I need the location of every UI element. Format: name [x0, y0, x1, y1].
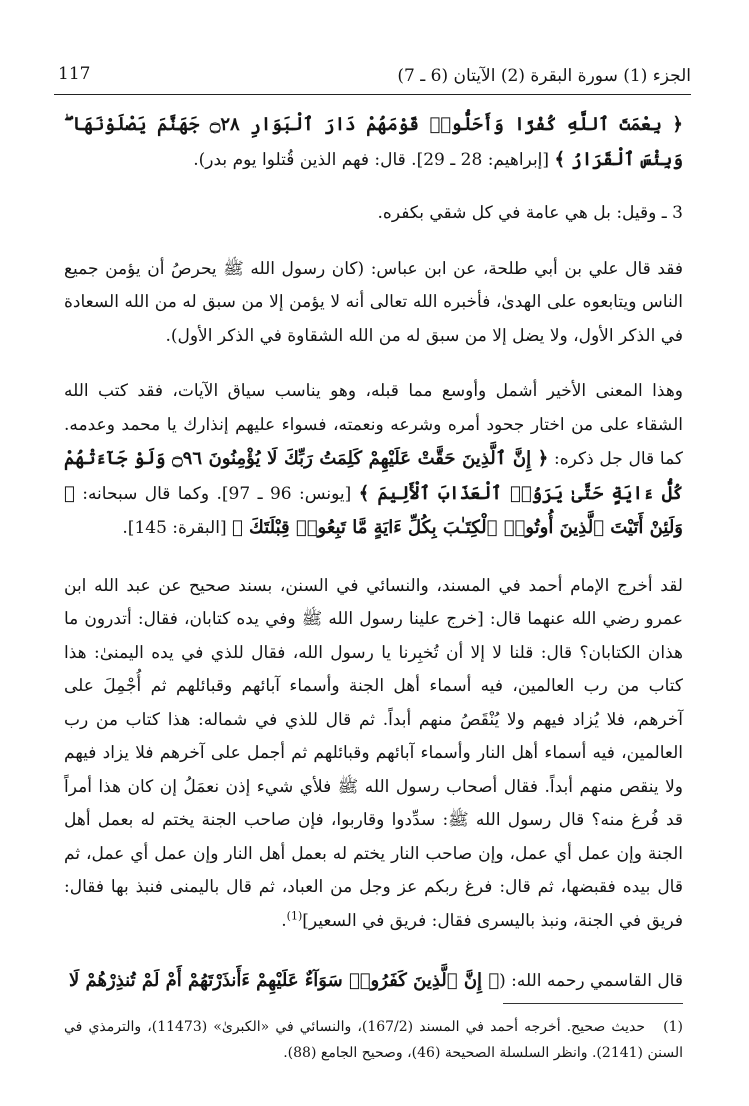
- footnote-text: حديث صحيح. أخرجه أحمد في المسند (167/2)، والنسائي في «الكبرىٰ» (11473)، والترمذي في السنن (2141). وانظر السلسلة الصحيحة (46)، وصحيح الجامع (88).: [64, 1019, 683, 1061]
- paragraph-2: [64, 197, 683, 231]
- paragraph-4: [64, 375, 683, 546]
- footnote-marker: (1): [286, 908, 303, 922]
- footnote: [64, 1014, 683, 1066]
- quran-verse: ﴿ إِنَّ ٱلَّذِينَ كَفَرُوا۟ سَوَآءٌ عَلَيْهِمْ ءَأَنذَرْتَهُمْ أَمْ لَمْ تُنذِرْهُمْ لَا: [69, 970, 500, 991]
- body-text: وهذا المعنى الأخير أشمل وأوسع مما قبله، وهو يناسب سياق الآيات، فقد كتب الله الشقاء على من اختار جحود أمره وشرعه ونعمته، فسواء عليهم إنذارك يا محمد وعدمه. كما قال جل ذكره:: [64, 381, 683, 469]
- paragraph-1: [64, 108, 683, 177]
- header-title: الجزء (1) سورة البقرة (2) الآيتان (6 ـ 7): [397, 66, 691, 86]
- body-text: 3 ـ وقيل: بل هي عامة في كل شقي بكفره.: [377, 203, 683, 223]
- paragraph-3: [64, 253, 683, 354]
- page-number: 117: [58, 64, 91, 84]
- quran-verse: ﴿ إِنَّ ٱلَّذِينَ حَقَّتْ عَلَيْهِمْ كَلِمَتُ رَبِّكَ لَا يُؤْمِنُونَ ۝٩٦ وَلَوْ جَآءَتْهُمْ كُلُّ ءَايَةٍ حَتَّىٰ يَرَوُا۟ ٱلْعَذَابَ ٱلْأَلِيمَ ﴾: [64, 448, 684, 504]
- body-text: فقد قال علي بن أبي طلحة، عن ابن عباس: (كان رسول الله ﷺ يحرصُ أن يؤمن جميع الناس ويتابعوه على الهدىٰ، فأخبره الله تعالى أنه لا يؤمن إلا من سبق له من الله السعادة في الذكر الأول، ولا يضل إلا من سبق له من الله الشقاوة في الذكر الأول).: [64, 258, 683, 346]
- paragraph-5: [64, 570, 683, 939]
- quran-verse: ﴿ بِعْمَتَ ٱللَّهِ كُفْرًا وَأَحَلُّوا۟ قَوْمَهُمْ دَارَ ٱلْبَوَارِ ۝٢٨ جَهَنَّمَ يَصْلَوْنَهَا ۖ وَبِئْسَ ٱلْقَرَارُ ﴾: [64, 114, 683, 170]
- footnote-number: (1): [663, 1019, 683, 1035]
- body-text: [البقرة: 145].: [122, 518, 232, 538]
- quran-verse: ﴿ وَلَئِنْ أَتَيْتَ ٱلَّذِينَ أُوتُوا۟ ٱلْكِتَـٰبَ بِكُلِّ ءَايَةٍ مَّا تَبِعُوا۟ قِبْلَتَكَ ﴾: [64, 482, 683, 538]
- page-body: [64, 108, 683, 999]
- footnote-divider: [503, 1003, 683, 1004]
- body-text: [يونس: 96 ـ 97]. وكما قال سبحانه:: [74, 483, 359, 504]
- body-text: [إبراهيم: 28 ـ 29]. قال: فهم الذين قُتلوا يوم بدر).: [193, 149, 555, 170]
- body-text: قال القاسمي رحمه الله: (: [499, 971, 683, 991]
- body-text: .: [281, 910, 287, 931]
- running-header: [54, 62, 691, 95]
- body-text: لقد أخرج الإمام أحمد في المسند، والنسائي في السنن، بسند صحيح عن عبد الله ابن عمرو رضي الله عنهما قال: [خرج علينا رسول الله ﷺ وفي يده كتابان، فقال: أتدرون ما هذان الكتابان؟ قال: قلنا لا إلا أن تُخبِرنا يا رسول الله، فقال للذي في يده اليمنىٰ: هذا كتاب من رب العالمين، فيه أسماء أهل الجنة وأسماء آبائهم وقبائلهم ثم أُجْمِلَ على آخرهم، فلا يُزاد فيهم ولا يُنْقَصُ منهم أبداً. ثم قال للذي في شماله: هذا كتاب من رب العالمين، فيه أسماء أهل النار وأسماء آبائهم وقبائلهم ثم أجمل على آخرهم فلا يزاد فيهم ولا ينقص منهم أبداً. فقال أصحاب رسول الله ﷺ فلأي شيء إذن نعمَلُ إن كان هذا أمراً قد فُرغ منه؟ قال رسول الله ﷺ: سدِّدوا وقاربوا، فإن صاحب الجنة يختم له بعمل أهل الجنة وإن عمل أي عمل، وإن صاحب النار يختم له بعمل أهل النار وإن عمل أي عمل، ثم قال بيده فقبضها، ثم قال: فرغ ربكم عز وجل من العباد، ثم قال باليمنى فنبذ بها فقال: فريق في الجنة، ونبذ باليسرى فقال: فريق في السعير]: [64, 575, 683, 931]
- paragraph-6: [64, 964, 683, 999]
